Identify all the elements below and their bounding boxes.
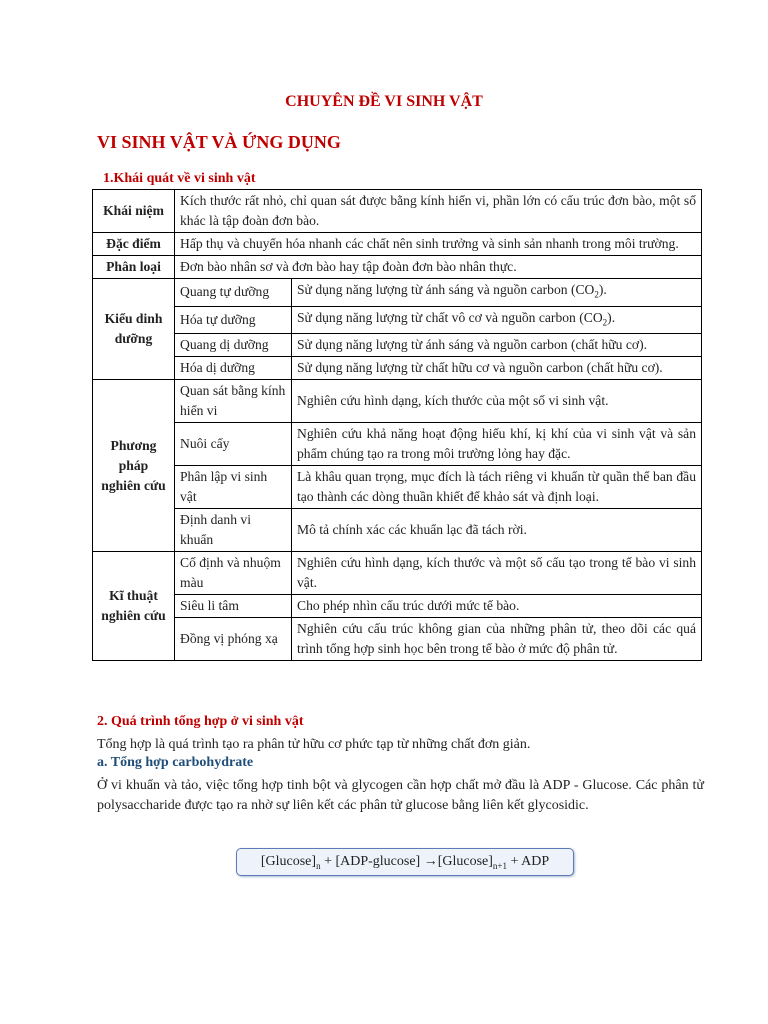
table-row: [93, 357, 702, 380]
row-label-phan-loai: Phân loại: [93, 256, 175, 279]
arrow-icon: →: [423, 854, 438, 869]
sub-desc: Cho phép nhìn cấu trúc dưới mức tế bào.: [292, 595, 702, 618]
table-row: [93, 190, 702, 233]
table-row: [93, 509, 702, 552]
table-row: [93, 306, 702, 334]
group-label-dinh-duong: Kiểu dinh dưỡng: [93, 279, 175, 380]
sub-desc: Sử dụng năng lượng từ chất hữu cơ và nguồn carbon (chất hữu cơ).: [292, 357, 702, 380]
sub-desc: Sử dụng năng lượng từ chất vô cơ và nguồn carbon $(CO_2)$.: [292, 306, 702, 334]
sub-label: Quang dị dưỡng: [175, 334, 292, 357]
table-row: [93, 552, 702, 595]
table-row: [93, 256, 702, 279]
sub-label: Hóa dị dưỡng: [175, 357, 292, 380]
subsection-a-heading: a. Tổng hợp carbohydrate: [97, 755, 254, 770]
sub-label: Nuôi cấy: [175, 423, 292, 466]
row-text-phan-loai: Đơn bào nhân sơ và đơn bào hay tập đoàn đơn bào nhân thực.: [175, 256, 702, 279]
sub-label: Cố định và nhuộm màu: [175, 552, 292, 595]
table-row: [93, 423, 702, 466]
row-label-dac-diem: Đặc điểm: [93, 233, 175, 256]
section-1-heading: 1.Khái quát về vi sinh vật: [103, 171, 256, 186]
sub-desc: Nghiên cứu hình dạng, kích thước của một số vi sinh vật.: [292, 380, 702, 423]
sub-label: Định danh vi khuẩn: [175, 509, 292, 552]
document-title: CHUYÊN ĐỀ VI SINH VẬT: [285, 93, 483, 110]
table-row: [93, 595, 702, 618]
table-row: [93, 618, 702, 661]
table-row: [93, 279, 702, 307]
paragraph-2: Ở vi khuẩn và tảo, việc tổng hợp tinh bột và glycogen cần hợp chất mở đầu là ADP - Glucose. Các phân tử polysaccharide được tạo ra nhờ sự liên kết các phân tử glucose bằng liên kết glycosidic.: [97, 778, 704, 813]
sub-label: Phân lập vi sinh vật: [175, 466, 292, 509]
sub-label: Quan sát bằng kính hiển vi: [175, 380, 292, 423]
table-row: [93, 380, 702, 423]
sub-desc: Nghiên cứu khả năng hoạt động hiếu khí, kị khí của vi sinh vật và sản phẩm chúng tạo ra trong môi trường lỏng hay đặc.: [292, 423, 702, 466]
group-label-phuong-phap: Phương pháp nghiên cứu: [93, 380, 175, 552]
sub-desc: Sử dụng năng lượng từ ánh sáng và nguồn carbon (chất hữu cơ).: [292, 334, 702, 357]
reaction-formula-box: $[Glucose]_n + [ADP-glucose] \to[Glucose]_{n+1}$ + ADP: [236, 848, 574, 876]
sub-label: Quang tự dưỡng: [175, 279, 292, 307]
sub-desc: Nghiên cứu hình dạng, kích thước và một số cấu tạo trong tế bào vi sinh vật.: [292, 552, 702, 595]
row-text-dac-diem: Hấp thụ và chuyển hóa nhanh các chất nên sinh trưởng và sinh sản nhanh trong môi trường.: [175, 233, 702, 256]
sub-desc: Là khâu quan trọng, mục đích là tách riêng vi khuẩn từ quần thể ban đầu tạo thành các dòng thuần khiết để khảo sát và định loại.: [292, 466, 702, 509]
row-text-khai-niem: Kích thước rất nhỏ, chỉ quan sát được bằng kính hiển vi, phần lớn có cấu trúc đơn bào, một số khác là tập đoàn đơn bào.: [175, 190, 702, 233]
paragraph-1: Tổng hợp là quá trình tạo ra phân tử hữu cơ phức tạp từ những chất đơn giản.: [97, 737, 531, 752]
sub-desc: Mô tả chính xác các khuẩn lạc đã tách rời.: [292, 509, 702, 552]
sub-desc: Nghiên cứu cấu trúc không gian của những phân tử, theo dõi các quá trình tổng hợp sinh học bên trong tế bào ở mức độ phân tử.: [292, 618, 702, 661]
section-2-heading: 2. Quá trình tổng hợp ở vi sinh vật: [97, 714, 304, 729]
table-row: [93, 233, 702, 256]
group-label-ki-thuat: Kĩ thuật nghiên cứu: [93, 552, 175, 661]
sub-label: Siêu li tâm: [175, 595, 292, 618]
sub-label: Hóa tự dưỡng: [175, 306, 292, 334]
table-row: [93, 466, 702, 509]
sub-desc: Sử dụng năng lượng từ ánh sáng và nguồn carbon $(CO_2)$.: [292, 279, 702, 307]
sub-label: Đồng vị phóng xạ: [175, 618, 292, 661]
table-row: [93, 334, 702, 357]
overview-table: [92, 189, 702, 661]
document-subtitle: VI SINH VẬT VÀ ỨNG DỤNG: [97, 132, 341, 152]
row-label-khai-niem: Khái niệm: [93, 190, 175, 233]
